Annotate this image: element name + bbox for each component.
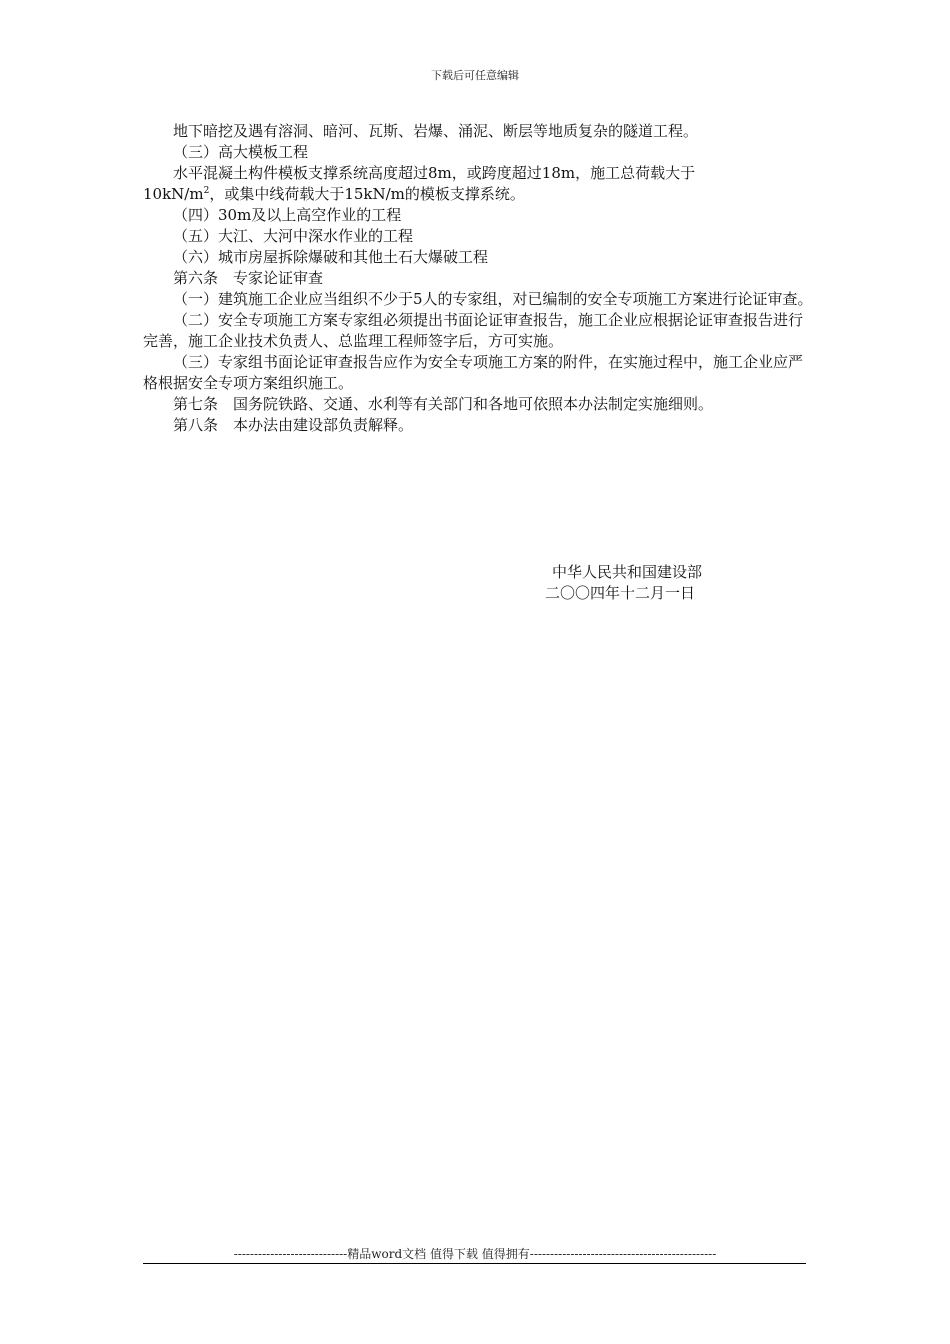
paragraph-demolition: （六）城市房屋拆除爆破和其他土石大爆破工程 <box>173 248 489 266</box>
page-header: 下载后可任意编辑 <box>431 69 519 82</box>
paragraph-review-report: （二）安全专项施工方案专家组必须提出书面论证审查报告，施工企业应根据论证审查报告进行完善，施工企业技术负责人、总监理工程师签字后，方可实施。 <box>143 311 804 350</box>
load-text-pre: 10kN/m <box>143 185 204 203</box>
signature-organization: 中华人民共和国建设部 <box>552 563 703 581</box>
page-footer: ----------------------------精品word文档 值得下载 值得拥有---------------------------------------------- <box>233 1247 717 1261</box>
signature-block <box>545 562 765 604</box>
paragraph-deep-water: （五）大江、大河中深水作业的工程 <box>173 227 414 245</box>
paragraph-formwork-heading: （三）高大模板工程 <box>173 143 309 161</box>
article-six-heading: 第六条 专家论证审查 <box>173 269 324 287</box>
signature-date: 二〇〇四年十二月一日 <box>545 584 696 602</box>
paragraph-formwork-criteria: 水平混凝土构件模板支撑系统高度超过8m，或跨度超过18m，施工总荷载大于 <box>173 164 696 182</box>
load-text-sup: 2 <box>203 186 210 196</box>
paragraph-report-attachment: （三）专家组书面论证审查报告应作为安全专项施工方案的附件，在实施过程中，施工企业应严格根据安全专项方案组织施工。 <box>143 353 804 392</box>
article-eight: 第八条 本办法由建设部负责解释。 <box>173 416 414 434</box>
paragraph-tunnel-works: 地下暗挖及遇有溶洞、暗河、瓦斯、岩爆、涌泥、断层等地质复杂的隧道工程。 <box>173 122 699 140</box>
paragraph-formwork-load <box>143 184 813 205</box>
article-seven: 第七条 国务院铁路、交通、水利等有关部门和各地可依照本办法制定实施细则。 <box>173 395 714 413</box>
load-text-post: ，或集中线荷载大于15kN/m的模板支撑系统。 <box>209 185 525 203</box>
paragraph-high-altitude: （四）30m及以上高空作业的工程 <box>173 206 402 224</box>
footer-rule <box>143 1263 806 1264</box>
paragraph-expert-group: （一）建筑施工企业应当组织不少于5人的专家组，对已编制的安全专项施工方案进行论证审查。 <box>173 290 813 308</box>
document-body <box>143 121 813 436</box>
